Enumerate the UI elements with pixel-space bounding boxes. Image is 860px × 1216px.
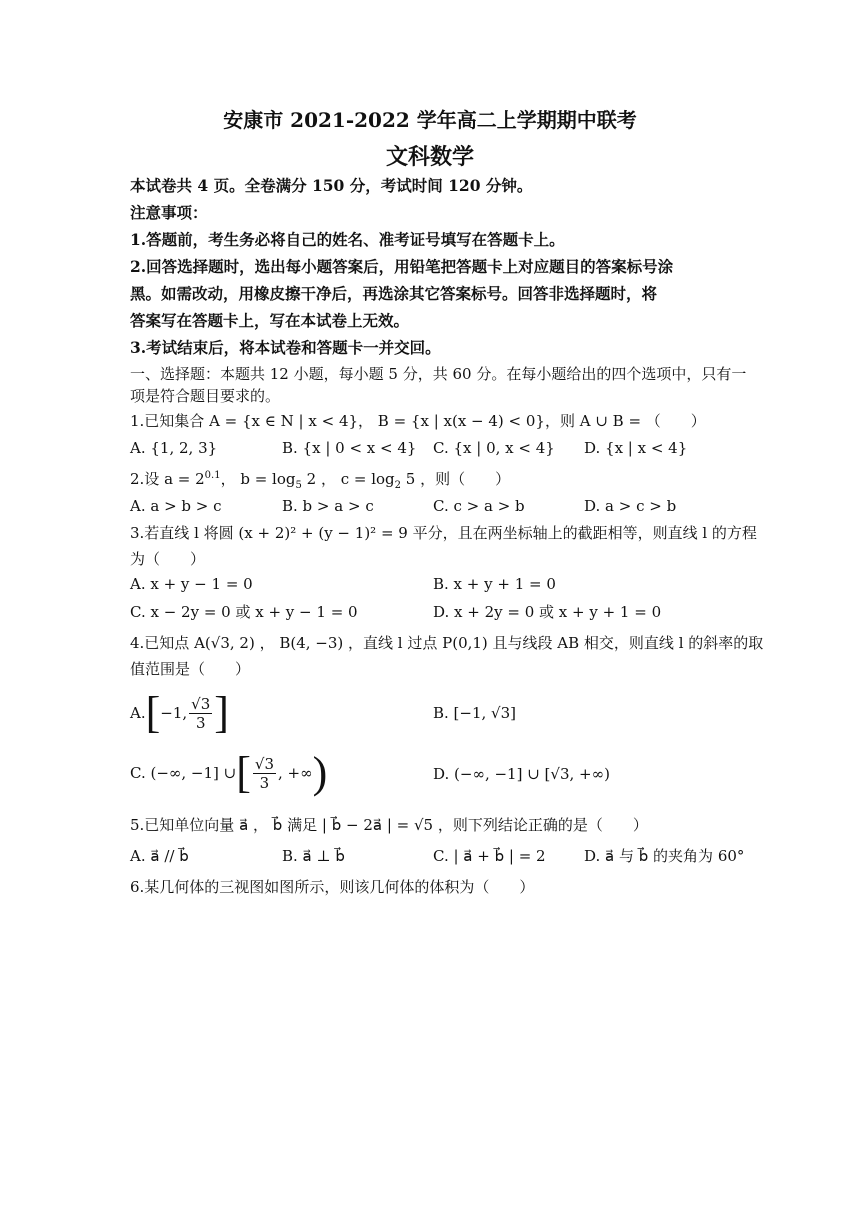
question-1-option-c: C. {x | 0, x < 4} — [433, 439, 555, 457]
note-2-line-3: 答案写在答题卡上，写在本试卷上无效。 — [130, 311, 410, 330]
section-heading-line-2: 项是符合题目要求的。 — [130, 387, 281, 405]
note-2-line-1: 2.回答选择题时，选出每小题答案后，用铅笔把答题卡上对应题目的答案标号涂 — [130, 257, 674, 276]
question-3-option-b: B. x + y + 1 = 0 — [433, 575, 556, 593]
question-3-stem-line-1: 3.若直线 l 将圆 (x + 2)² + (y − 1)² = 9 平分，且在两坐标轴上的截距相等，则直线 l 的方程 — [130, 524, 757, 542]
question-1-option-d: D. {x | x < 4} — [584, 439, 688, 457]
question-5-option-d: D. a⃗ 与 b⃗ 的夹角为 60° — [584, 847, 745, 865]
question-1-option-b: B. {x | 0 < x < 4} — [282, 439, 417, 457]
note-2-line-2: 黑。如需改动，用橡皮擦干净后，再选涂其它答案标号。回答非选择题时，将 — [130, 284, 658, 303]
question-3-option-a: A. x + y − 1 = 0 — [130, 575, 253, 593]
section-heading-line-1: 一、选择题：本题共 12 小题，每小题 5 分，共 60 分。在每小题给出的四个选项中，只有一 — [130, 365, 747, 383]
question-3-option-d: D. x + 2y = 0 或 x + y + 1 = 0 — [433, 603, 662, 621]
question-6-stem: 6.某几何体的三视图如图所示，则该几何体的体积为（ ） — [130, 878, 535, 896]
question-5-option-b: B. a⃗ ⊥ b⃗ — [282, 847, 345, 865]
question-4-option-d: D. (−∞, −1] ∪ [√3, +∞) — [433, 765, 610, 783]
question-2-stem: 2.设 $a = 2^{0.1}$， $b = \log_5 2$ ， $c = \log_2 5$ ，则（ ） — [130, 470, 511, 491]
question-3-option-c: C. x − 2y = 0 或 x + y − 1 = 0 — [130, 603, 358, 621]
question-4-stem-line-1: 4.已知点 A(√3, 2) ， B(4, −3) ，直线 l 过点 P(0,1) 且与线段 AB 相交，则直线 l 的斜率的取 — [130, 634, 764, 652]
exam-title: 安康市 2021-2022 学年高二上学期期中联考 — [223, 108, 637, 132]
question-3-stem-line-2: 为（ ） — [130, 550, 206, 568]
note-1: 1.答题前，考生务必将自己的姓名、准考证号填写在答题卡上。 — [130, 230, 565, 249]
question-4-option-b: B. [−1, √3] — [433, 704, 517, 722]
question-5-option-c: C. | a⃗ + b⃗ | = 2 — [433, 847, 546, 865]
question-1-stem: 1.已知集合 A = {x ∈ N | x < 4}， B = {x | x(x − 4) < 0}，则 A ∪ B = （ ） — [130, 412, 706, 430]
question-2-option-a: A. a > b > c — [130, 497, 222, 515]
question-1-option-a: A. {1, 2, 3} — [130, 439, 218, 457]
question-4-stem-line-2: 值范围是（ ） — [130, 660, 251, 678]
question-2-option-b: B. b > a > c — [282, 497, 374, 515]
question-4-option-c: C. (−∞, −1] ∪ [ $\frac{√3}{3}$ , +∞ ) — [130, 748, 328, 797]
question-2-option-d: D. a > c > b — [584, 497, 677, 515]
notes-heading: 注意事项： — [130, 203, 208, 222]
question-4-option-a: A. [ −1, $\frac{√3}{3}$ ] — [130, 688, 229, 737]
question-5-option-a: A. a⃗ // b⃗ — [130, 847, 189, 865]
exam-subject: 文科数学 — [385, 144, 474, 170]
note-3: 3.考试结束后，将本试卷和答题卡一并交回。 — [130, 338, 441, 357]
question-2-option-c: C. c > a > b — [433, 497, 525, 515]
question-5-stem: 5.已知单位向量 a⃗ ， b⃗ 满足 | b⃗ − 2a⃗ | = √5 ，则下列结论正确的是（ ） — [130, 816, 648, 834]
intro-line: 本试卷共 4 页。全卷满分 150 分，考试时间 120 分钟。 — [130, 176, 533, 195]
